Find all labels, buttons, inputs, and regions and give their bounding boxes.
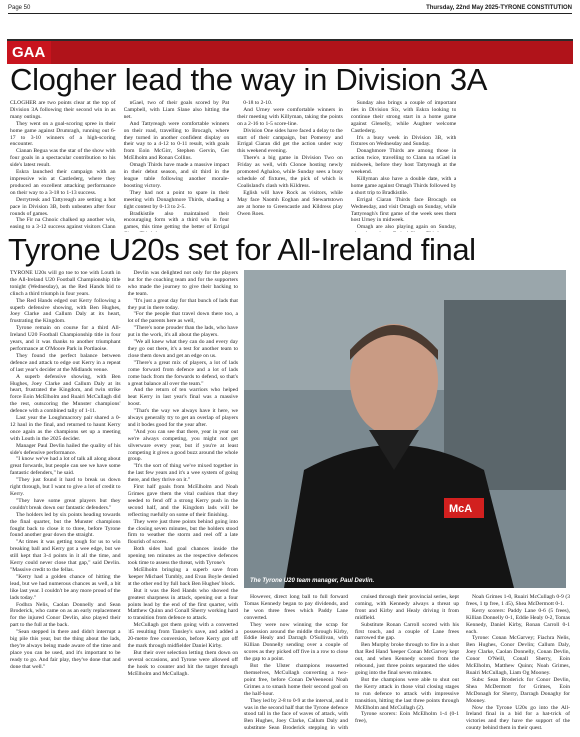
article-paragraph: Kerry scorers: Paddy Lane 0-6 (5 frees), Killian Donnelly 0-1, Eddie Healy 0-2, Tomas Kennedy, Daniel Kirby, Ronan Carroll 0-1 each. <box>466 607 570 635</box>
page-header <box>8 3 572 13</box>
article-paragraph: "There's a great mix of players, a lot of lads come forward from defence and a lot of lads come back from the forwards to defend, so that's a great balance all over the team." <box>127 359 238 387</box>
article-paragraph: "Sean stepped in there and didn't interrupt a big pile this year, but the thing about the lads, they're always being made aware of the time and place you can be used, and it's important to be ready to go. And fair play, they've done that and done that well." <box>10 629 121 670</box>
article-tyrone-body-right <box>244 594 570 732</box>
article-column <box>124 100 230 232</box>
article-column <box>10 270 121 732</box>
article-column <box>355 594 459 732</box>
manager-photo-illustration <box>244 270 566 588</box>
article-paragraph: It's a busy week in Division 3B, with fixtures on Wednesday and Sunday. <box>350 134 457 148</box>
article-paragraph: Omagh Thirds have made a massive impact in their debut season, and sit third in the league table following another morale-boosting victory. <box>123 162 230 189</box>
article-paragraph: A superb defensive showing, with Ben Hughes, Joey Clarke and Callum Daly at its heart, frustrated the Kingdom, and twin strike force Eoin McElholm and Ruairi McCullagh did the rest, outscoring the Munster champions' defence with a combined tally of 1-11. <box>10 373 121 415</box>
svg-text:McA: McA <box>449 503 473 515</box>
article-paragraph: They were now winning the scrap for possession around the middle through Kirby, Eddie Healy and Darragh O'Sullivan, with Killian Donnelly sending over a couple of scores as they picked off five in a row to close the gap to a point. <box>244 621 348 663</box>
article-paragraph: Tyrone remain on course for a third All-Ireland U20 Football Championship title in four years, and it was thanks to another triumphant performance at O'Moore Park in Portlaoise. <box>10 325 121 352</box>
article-paragraph: Ben Murphy broke through to fire in a shot that Red Hand 'keeper Conan McGarvey kept out, and when Kennedy scored from the rebound, just three points separated the sides going into the final seven minutes. <box>355 642 459 676</box>
article-paragraph: Sunday also brings a couple of important ties in Division Six, with Eskra looking to continue their strong start in a home game against Glenelly, while Aughter welcome Castlederg. <box>350 100 457 134</box>
headline-clogher: Clogher lead the way in Division 3A <box>10 62 488 97</box>
article-paragraph: Killyman also have a double date, with a home game against Omagh Thirds followed by a short trip to Bradkistile. <box>350 175 457 196</box>
article-paragraph: They were just three points behind going into the closing seven minutes, but the holders stood firm to weather the storm and reel off a late flourish of scores. <box>127 518 238 546</box>
manager-photo <box>244 270 566 588</box>
article-paragraph: Cianan Begua was the star of the show with four goals in a spectacular contribution to his side's latest result. <box>10 148 116 169</box>
article-paragraph: McElholm bringing a superb save from 'keeper Michael Tumbly, and Evan Boyle denied at the other end by full back Ben Hughes' block. <box>127 566 238 587</box>
article-paragraph: "For the people that travel down there too, a lot of the parents here as well, <box>127 311 238 325</box>
article-paragraph: cruised through their provincial series, kept coming, with Kennedy always a threat up front and Kirby and Healy driving it from midfield. <box>355 594 459 621</box>
article-column <box>10 100 116 232</box>
article-paragraph: "It's the sort of thing we've mixed together in the last few years and it's a wee system of going there, and they thrive on it." <box>127 463 238 484</box>
article-paragraph: "I know we've had a lot of talk all along about great forwards, but people can see we have some fantastic defenders," he said. <box>10 456 121 477</box>
article-paragraph: And Tattyreagh were comfortable winners on their road, travelling to Brocagh, where they turned in another confident display on their way to a 4-12 to 0-11 result, with goals from Eoin McGirr, Stephen Gervin, Ger McElholm and Ronan Collins. <box>123 120 230 162</box>
article-paragraph: Eskra launched their campaign with an impressive win at Castlederg, where they produced an excellent attacking performance on their way to a 3-18 to 1-13 success. <box>10 169 116 196</box>
article-paragraph: McCullagh got them going with a converted '45 resulting from Tansley's save, and added a 20-metre free conversion, before Kerry got off the mark through midfielder Daniel Kirby. <box>127 622 238 649</box>
article-paragraph: But it was the Red Hands who showed the greatest sharpness in attack, opening out a four points lead by the end of the first quarter, with Matthew Quinn and Conall Sherry working hard to transition from defence to attack. <box>127 587 238 622</box>
article-paragraph: CLOGHER are two points clear at the top of Division 3A following their second win in as many outings. <box>10 100 116 120</box>
article-paragraph: There's a big game in Division Two on Friday as well, with Clonoe hosting newly promoted Aghaloo, while Sunday sees a busy schedule of fixtures, the pick of which is Coalisland's clash with Kildress. <box>237 155 343 189</box>
article-paragraph: The holders led by six points heading towards the final quarter, but the Munster champions fought back to close it to three, before Tyrone found another gear down the straight. <box>10 511 121 539</box>
article-column <box>466 594 570 732</box>
article-paragraph: "And you can see that there, year in year out we're always competing, you might not get silverware every year, but if you're at least competing it gives a good buzz around the whole group. <box>127 428 238 463</box>
article-paragraph: "Kerry had a golden chance of hitting the lead, but we had numerous chances as well, a bit like last year. I couldn't be any more proud of the lads today." <box>10 573 121 601</box>
article-paragraph: Donaghmore Thirds are among those in action twice, travelling to Clann na nGael in midweek, before they host Tattyreagh at the weekend. <box>350 148 457 176</box>
article-paragraph: Errigal Ciaran Thirds face Brocagh on Wednesday, and visit Omagh on Sunday, while Tattyreagh's first game of the week sees them host Urney in midweek. <box>350 196 457 224</box>
article-column <box>351 100 457 232</box>
article-paragraph: They found the perfect balance between defence and attack to edge out Kerry in a repeat of last year's decider at the Midlands venue. <box>10 352 121 373</box>
article-paragraph: Derrytresk and Tattyreagh are setting a hot pace in Division 3B, both unbeaten after four rounds of games. <box>10 196 116 217</box>
header-rule <box>8 13 572 14</box>
article-paragraph: "They just found it hard to break us down right through, but I want to give a lot of credit to Kerry. <box>10 477 121 497</box>
article-paragraph: They led by 2-8 to 0-9 at the interval, and it was in the second half that the Tyrone defence stood tall in the face of waves of attack, with Ben Hughes, Joey Clarke, Callum Daly and substitute Sean Broderick stepping in with <box>244 697 348 732</box>
article-paragraph: Tyrone scorers: Eoin McElholm 1-4 (0-1 free), <box>355 711 459 725</box>
article-paragraph: But the champions were able to shut out the Kerry attack in those vital closing stages to run defence to attack with impressive transition, hitting the last three points through McElholm and McCullagh (2). <box>355 676 459 711</box>
article-paragraph: "That's the way we always have it here, we always generally try to get an overlap of players and it bodes good for the year after. <box>127 408 238 428</box>
page-number: Page 50 <box>8 5 31 11</box>
article-paragraph: nGael, two of their goals scored by Pat Campbell, with Liam Slane also hitting the net. <box>123 100 230 120</box>
article-paragraph: Last year the Loughmacrory pair shared a 0-12 haul in the final, and returned to haunt Kerry once again as the champions set up a meeting with Louth in the 2025 decider. <box>10 415 121 442</box>
article-paragraph: Noah Grimes 1-0, Ruairi McCullagh 0-9 (3 frees, 1 tp free, 1 45), Shea McDermott 0-1. <box>466 594 570 607</box>
article-paragraph: "They have some great players but they couldn't break down our fantastic defenders." <box>10 497 121 511</box>
article-column <box>128 270 239 732</box>
article-paragraph: "At times it was getting tough for us to win breaking ball and Kerry got a wee edge, but we still kept that 3-4 points in it all the time, and Kerry could never close that gap," said Devlin. "Massive credit to the fellas. <box>10 539 121 573</box>
article-clogher-body <box>10 100 570 232</box>
article-paragraph: They went on a goal-scoring spree in their home game against Drumragh, running out 6-17 to 3-10 winners of a high-scoring encounter. <box>10 120 116 148</box>
article-paragraph: "There's none prouder than the lads, who have put in the work, it's all about the players. <box>127 325 238 339</box>
article-paragraph: Substitute Ronan Carroll scored with his first touch, and a couple of Lane frees narrowed the gap. <box>355 621 459 642</box>
photo-caption: The Tyrone U20 team manager, Paul Devlin. <box>250 578 375 584</box>
article-paragraph: 0-18 to 2-10. <box>243 100 273 106</box>
article-paragraph: But the Ulster champions reasserted themselves, McCullagh converting a two-point free, before Conan DeVeeneoni Noah Grimes a to smash home their second goal on the half-hour. <box>244 663 348 697</box>
article-column <box>237 100 343 232</box>
section-tag: GAA <box>7 41 51 64</box>
section-band <box>7 41 573 64</box>
article-column <box>244 594 348 732</box>
article-paragraph: TYRONE U20s will go toe to toe with Louth in the All-Ireland U20 Football Championship title tonight (Wednesday), as the Red Hands bid to clinch a third triumph in four years. <box>10 270 121 297</box>
article-paragraph: But their over selection letting them down on several occasions, and Tyrone were allowed off the hook to counter and hit the target through McElholm and McCullagh. <box>127 649 238 677</box>
article-tyrone-body-left <box>10 270 238 732</box>
article-paragraph: And the return of ten warriors who helped beat Kerry in last year's final was a massive boost. <box>127 387 238 408</box>
article-paragraph: They had not a point to spare in their meeting with Donaghmore Thirds, shading a tight contest by 0-13 to 2-5. <box>123 189 230 210</box>
article-paragraph: Both sides had goal chances inside the opening ten minutes as the respective defences took time to assess the threat, with Tyrone's <box>127 546 238 567</box>
article-paragraph: Bradkistile also maintained their encouraging form with a third win in four games, this time getting the better of Errigal <box>123 210 230 231</box>
article-column <box>464 100 570 232</box>
article-paragraph: Fodhra Nelis, Caolan Donnelly and Sean Broderick, who came on as an early replacement for the injured Conor Devlin, also played their part to the full at the back. <box>10 601 121 629</box>
publication-date: Thursday, 22nd May 2025-TYRONE CONSTITUTION <box>426 5 572 11</box>
article-paragraph: Omagh are also playing again on Sunday, <box>356 224 457 231</box>
article-paragraph: The Fir na Chnoic chalked up another win, easing to a 3-12 success against visitors Clann <box>10 217 116 231</box>
headline-tyrone-u20: Tyrone U20s set for All-Ireland final <box>8 232 476 267</box>
article-paragraph: First half goals from McElholm and Noah Grimes gave them the vital cushion that they needed to fend off a strong Kerry push in the second half, and the Kingdom lads will be reflecting ruefully on some of their finishing. <box>127 484 238 518</box>
article-paragraph: Manager Paul Devlin hailed the quality of his side's defensive performance. <box>10 442 121 456</box>
article-paragraph: Eglish will have Rock as visitors, while May face Naomh Eoghan and Stewartstown are at home to Greencastle and Kildress play Owen Roes. <box>237 189 343 217</box>
article-paragraph: Devlin was delighted not only for the players but for the coaching team and for the supporters who made the journey to give their backing to the team. <box>127 270 238 297</box>
article-paragraph: "It's just a great day for that bunch of lads that they put in there today. <box>127 297 238 311</box>
article-paragraph: Division One sides have faced a delay to the start of their campaign, but Pomeroy and Errigal Ciaran did get the action under way this weekend evening. <box>237 127 343 155</box>
article-paragraph: The Red Hands edged out Kerry following a superb defensive showing, with Ben Hughes, Joey Clarke and Callum Daly at its heart, frustrating the Kingdom. <box>10 297 121 325</box>
article-paragraph: Tyrone: Conan McGarvey; Fiachra Nelis, Ben Hughes, Conor Devlin; Callum Daly, Joey Clarke, Caolan Donnelly, Conan Devlin, Conor O'Neill, Conall Sherry, Eoin McElholm, Matthew Quinn; Noah Grimes, Ruairi McCullagh, Liam Og Mooney. <box>466 635 570 676</box>
article-paragraph: However, direct long ball to full forward Tomas Kennedy began to pay dividends, and he won three frees which Paddy Lane converted. <box>244 594 348 621</box>
article-paragraph: Now the Tyrone U20s go into the All-Ireland final in a bid for a hat-trick of victories and they have the support of the county behind them in their quest. <box>466 704 570 732</box>
article-paragraph: "We all knew what they can do and every day they go out there, it's a test for another team to close them down and get an edge on us. <box>127 339 238 359</box>
article-paragraph: Subs: Sean Broderick for Conor Devlin, Shea McDermott for Grimes, Eoin McDonagh for Sherry, Darragh Donaghy for Mooney. <box>466 676 570 704</box>
article-paragraph: And Urney were comfortable winners in their meeting with Killyman, taking the points on a 2-16 to 1-5 score-line. <box>237 106 343 127</box>
